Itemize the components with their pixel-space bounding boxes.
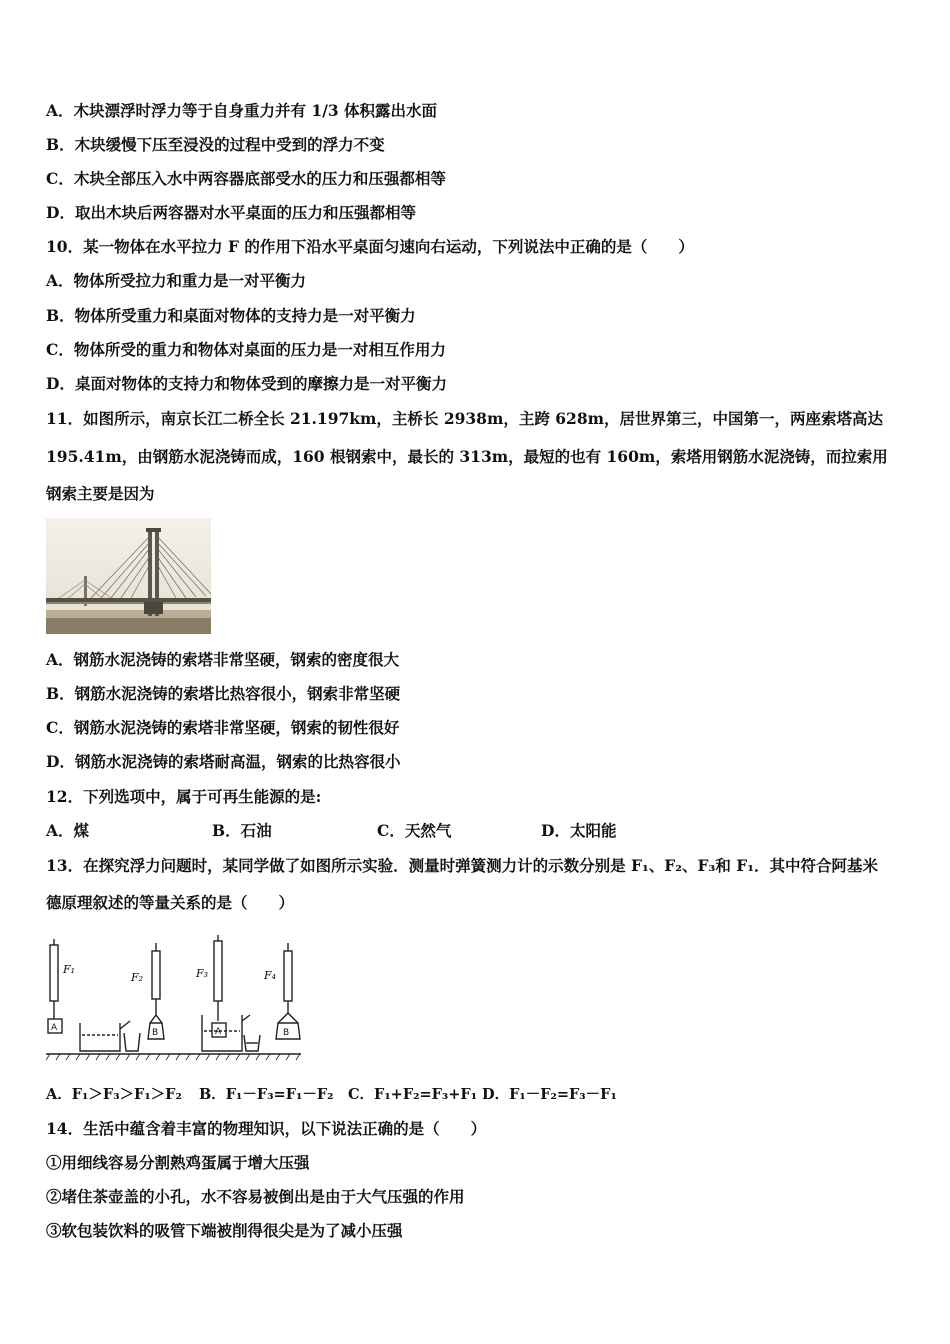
q13-option-d: D．F₁－F₂=F₃－F₁	[482, 1086, 617, 1103]
q9-option-d: D．取出木块后两容器对水平桌面的压力和压强都相等	[46, 203, 416, 222]
q12-option-d: D．太阳能	[541, 821, 617, 840]
q14-item-1: ①用细线容易分割熟鸡蛋属于增大压强	[46, 1153, 310, 1172]
q14-item-3: ③软包装饮料的吸管下端被削得很尖是为了减小压强	[46, 1221, 403, 1240]
q11-option-a: A．钢筋水泥浇铸的索塔非常坚硬，钢索的密度很大	[46, 650, 400, 669]
q10-option-d: D．桌面对物体的支持力和物体受到的摩擦力是一对平衡力	[46, 374, 447, 393]
q14-item-2: ②堵住茶壶盖的小孔，水不容易被倒出是由于大气压强的作用	[46, 1187, 465, 1206]
q12-stem: 12．下列选项中，属于可再生能源的是:	[46, 787, 322, 806]
q11-stem-line-2: 195.41m，由钢筋水泥浇铸而成，160 根钢索中，最长的 313m，最短的也有 160m，索塔用钢筋水泥浇铸，而拉索用	[46, 447, 888, 466]
q9-option-c: C．木块全部压入水中两容器底部受水的压力和压强都相等	[46, 169, 446, 188]
fig-label-f1: F₁	[63, 963, 76, 976]
q10-stem: 10．某一物体在水平拉力 F 的作用下沿水平桌面匀速向右运动，下列说法中正确的是（ ）	[46, 237, 694, 256]
q10-option-b: B．物体所受重力和桌面对物体的支持力是一对平衡力	[46, 306, 416, 325]
fig-label-bucket-b-2: B	[283, 1028, 290, 1038]
q12-option-b: B．石油	[212, 821, 272, 840]
q11-stem-line-3: 钢索主要是因为	[46, 484, 155, 503]
q13-option-c: C．F₁+F₂=F₃+F₁	[348, 1086, 478, 1103]
q13-stem-line-2: 德原理叙述的等量关系的是（ ）	[46, 893, 295, 912]
fig-label-f4: F₄	[264, 969, 277, 982]
q11-option-b: B．钢筋水泥浇铸的索塔比热容很小，钢索非常坚硬	[46, 684, 401, 703]
fig-label-block-a-1: A	[51, 1023, 58, 1033]
fig-label-bucket-b-1: B	[152, 1028, 159, 1038]
q10-option-a: A．物体所受拉力和重力是一对平衡力	[46, 271, 307, 290]
buoyancy-experiment-figure	[46, 935, 304, 1063]
bridge-photo	[46, 518, 211, 634]
q11-stem-line-1: 11．如图所示，南京长江二桥全长 21.197km，主桥长 2938m，主跨 628m，居世界第三，中国第一，两座索塔高达	[46, 409, 884, 428]
q14-stem: 14．生活中蕴含着丰富的物理知识，以下说法正确的是（ ）	[46, 1119, 487, 1138]
q10-option-c: C．物体所受的重力和物体对桌面的压力是一对相互作用力	[46, 340, 446, 359]
fig-label-block-a-2: A	[215, 1027, 222, 1037]
fig-label-f3: F₃	[196, 967, 209, 980]
q12-option-a: A．煤	[46, 821, 90, 840]
q13-option-b: B．F₁－F₃=F₁－F₂	[199, 1086, 334, 1103]
q11-option-d: D．钢筋水泥浇铸的索塔耐高温，钢索的比热容很小	[46, 752, 401, 771]
q9-option-b: B．木块缓慢下压至浸没的过程中受到的浮力不变	[46, 135, 385, 154]
q9-option-a: A．木块漂浮时浮力等于自身重力并有 1/3 体积露出水面	[46, 101, 438, 120]
q13-stem-line-1: 13．在探究浮力问题时，某同学做了如图所示实验．测量时弹簧测力计的示数分别是 F₁、F₂、F₃和 F₁．其中符合阿基米	[46, 856, 879, 875]
q11-option-c: C．钢筋水泥浇铸的索塔非常坚硬，钢索的韧性很好	[46, 718, 400, 737]
fig-label-f2: F₂	[131, 971, 144, 984]
q12-option-c: C．天然气	[377, 821, 452, 840]
q13-option-a: A．F₁＞F₃＞F₁＞F₂	[46, 1086, 182, 1103]
